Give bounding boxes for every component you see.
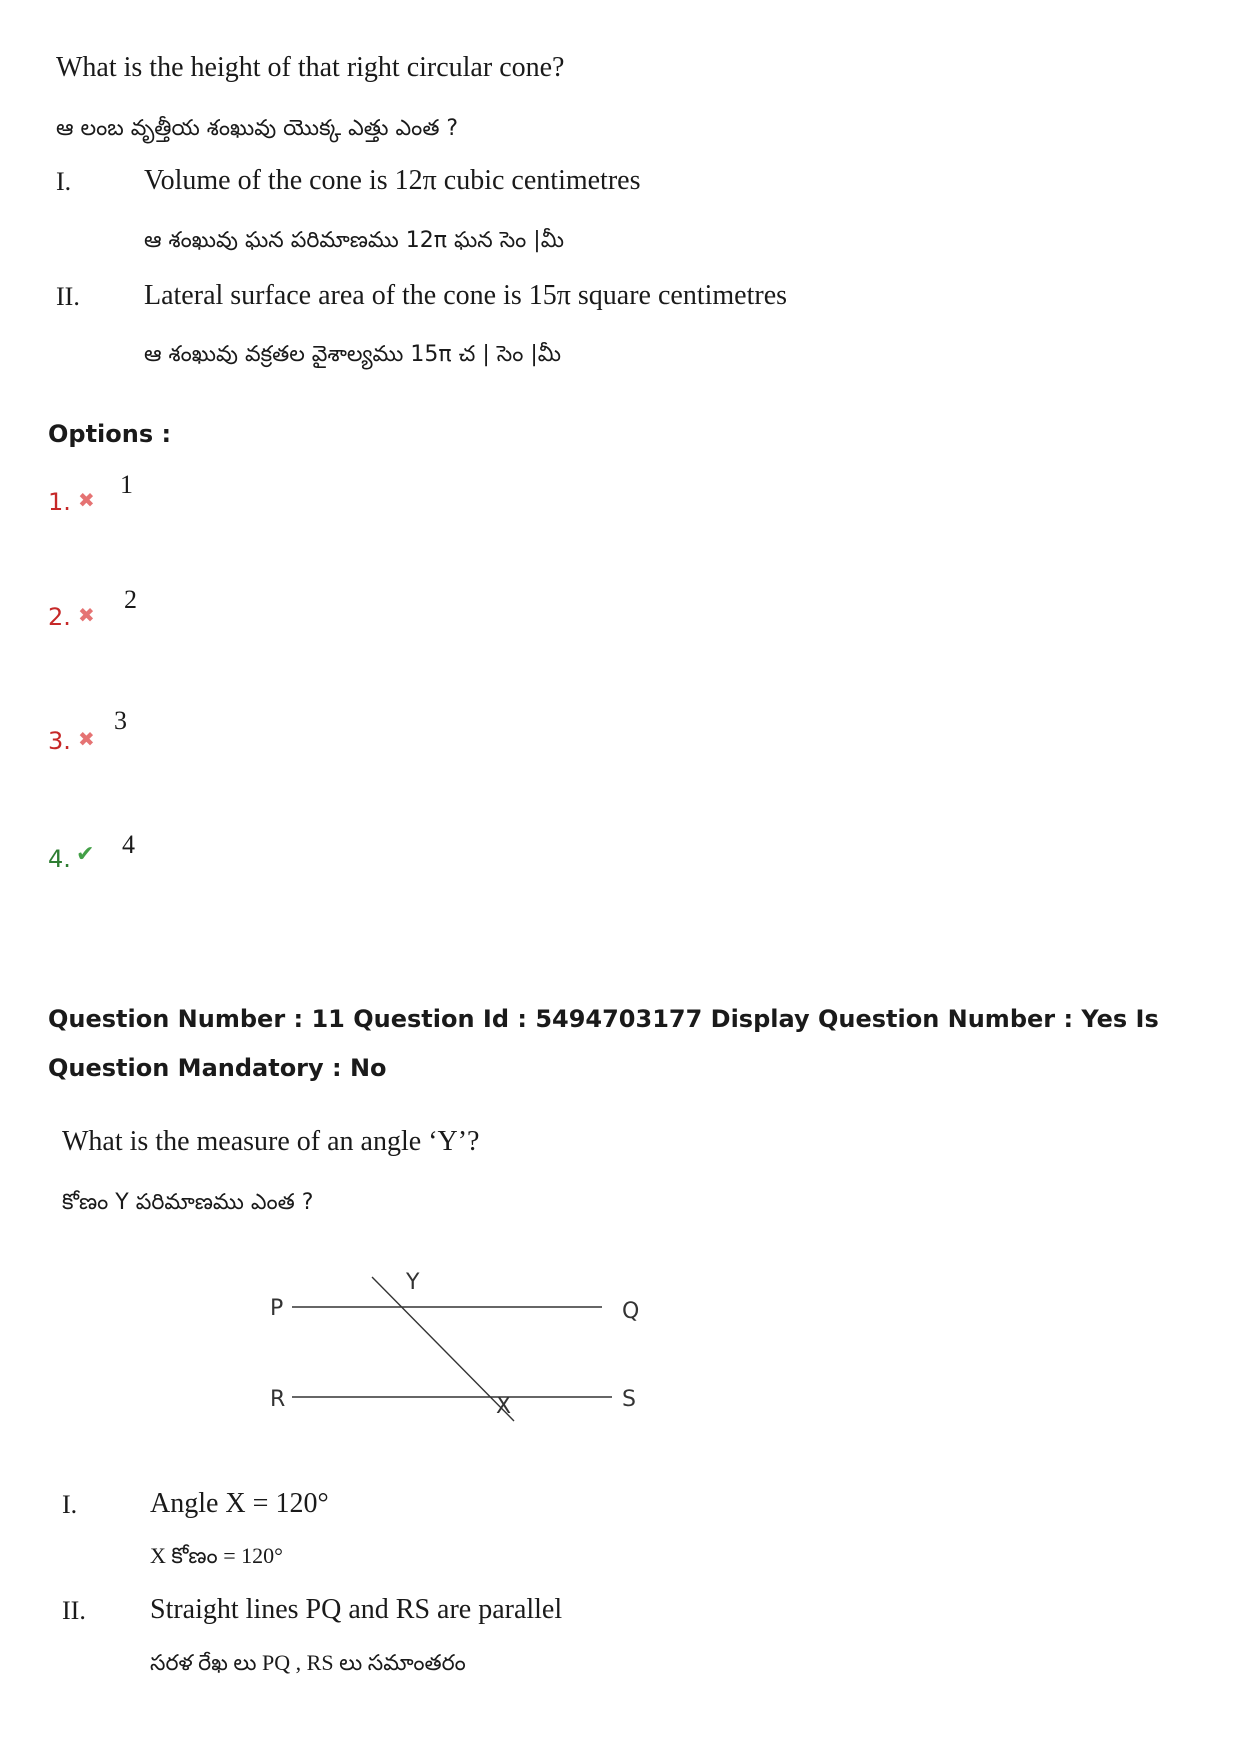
- statement-1-text-en: Volume of the cone is 12π cubic centimetres: [144, 165, 641, 196]
- wrong-mark-icon: ✖: [78, 727, 95, 751]
- statement-2-text-en: Lateral surface area of the cone is 15π square centimetres: [144, 280, 788, 311]
- correct-mark-icon: ✔: [76, 842, 95, 867]
- question-10-text-en: What is the height of that right circular cone?: [56, 52, 565, 83]
- label-p: P: [270, 1296, 284, 1321]
- question-10-text-te: ఆ లంబ వృత్తీయ శంఖువు యొక్క ఎత్తు ఎంత ?: [56, 116, 459, 141]
- option-1-value: 1: [120, 470, 133, 499]
- question-11-meta: Question Number : 11 Question Id : 5494703177 Display Question Number : Yes Is Question Mandatory : No: [48, 1005, 1159, 1082]
- parallel-lines-diagram: [260, 1265, 660, 1445]
- question-11-text-te: కోణం Y పరిమాణము ఎంత ?: [62, 1190, 314, 1215]
- statement-1-number: I.: [62, 1490, 78, 1519]
- statement-1-number: I.: [56, 167, 72, 196]
- question-11-text-en: What is the measure of an angle ‘Y’?: [62, 1126, 480, 1157]
- statement-2-text-te: సరళ రేఖ లు PQ , RS లు సమాంతరం: [150, 1650, 466, 1675]
- statement-2-text-te: ఆ శంఖువు వక్రతల వైశాల్యము 15π చ | సెం |మీ: [144, 342, 562, 367]
- label-r: R: [270, 1387, 286, 1412]
- statement-1-text-te: ఆ శంఖువు ఘన పరిమాణము 12π ఘన సెం |మీ: [144, 228, 564, 253]
- option-1-number: 1.: [48, 488, 71, 516]
- label-x: X: [496, 1394, 512, 1419]
- option-4-number: 4.: [48, 845, 71, 873]
- statement-2-text-en: Straight lines PQ and RS are parallel: [150, 1594, 563, 1625]
- statement-1-text-te: X కోణం = 120°: [150, 1543, 283, 1568]
- label-y: Y: [406, 1270, 420, 1295]
- option-2-number: 2.: [48, 603, 71, 631]
- statement-2-number: II.: [62, 1596, 86, 1625]
- label-q: Q: [622, 1299, 640, 1324]
- wrong-mark-icon: ✖: [78, 488, 95, 512]
- wrong-mark-icon: ✖: [78, 603, 95, 627]
- option-2-value: 2: [124, 585, 137, 614]
- option-3-number: 3.: [48, 727, 71, 755]
- label-s: S: [622, 1387, 636, 1412]
- options-label: Options :: [48, 420, 172, 448]
- statement-1-text-en: Angle X = 120°: [150, 1488, 329, 1519]
- transversal-line: [372, 1277, 514, 1421]
- statement-2-number: II.: [56, 282, 80, 311]
- option-3-value: 3: [114, 706, 127, 735]
- option-4-value: 4: [122, 830, 135, 859]
